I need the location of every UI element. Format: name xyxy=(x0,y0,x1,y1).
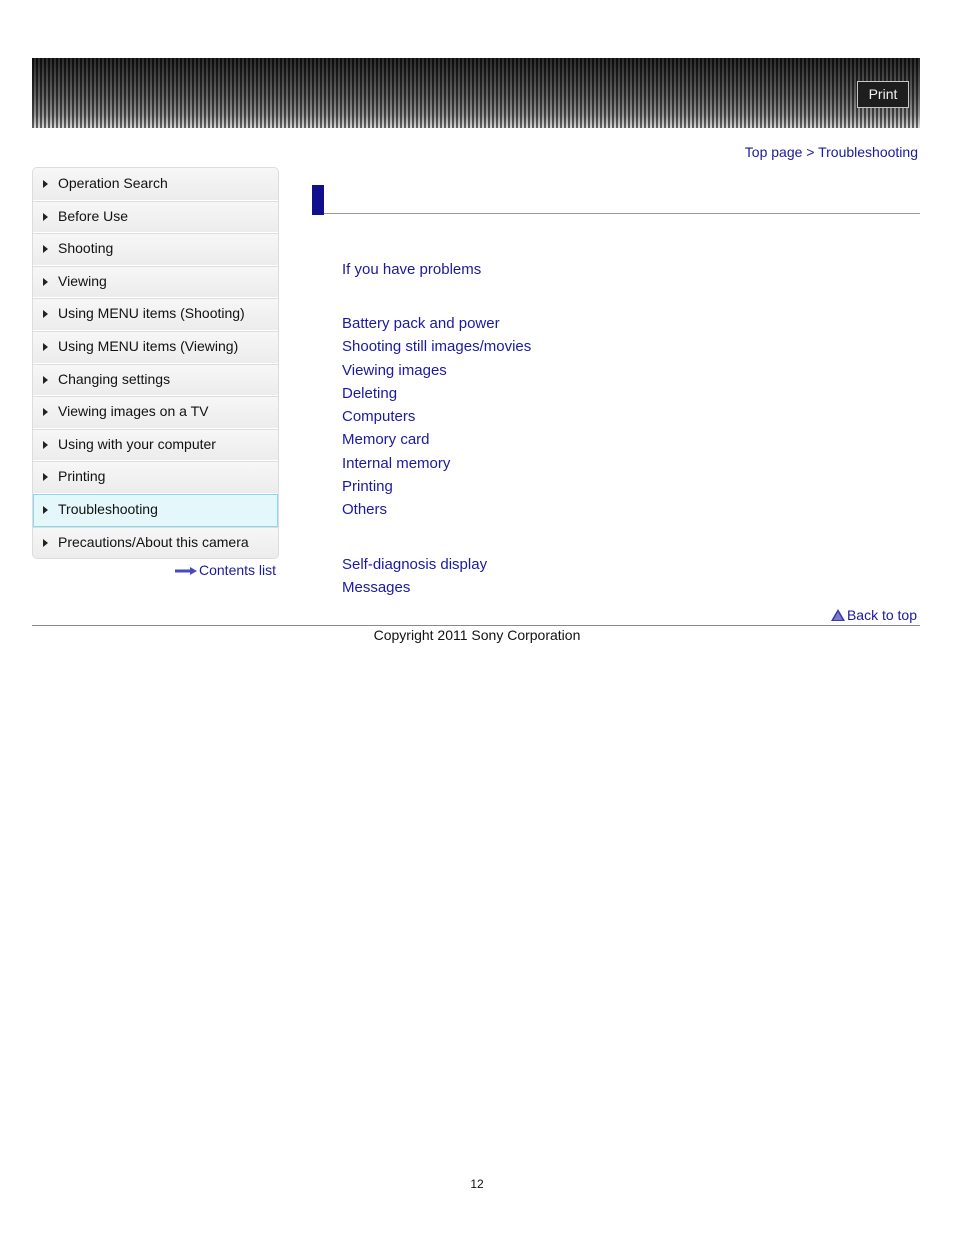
sidebar-item-label: Printing xyxy=(58,468,106,485)
breadcrumb xyxy=(745,144,918,160)
footer-divider xyxy=(32,625,920,626)
sidebar-item-shooting[interactable] xyxy=(33,233,278,266)
link-if-you-have-problems[interactable]: If you have problems xyxy=(342,261,482,278)
sidebar-item-menu-shooting[interactable] xyxy=(33,298,278,331)
triangle-right-icon xyxy=(43,376,48,384)
triangle-right-icon xyxy=(43,343,48,351)
sidebar-item-viewing[interactable] xyxy=(33,266,278,299)
sidebar-item-label: Viewing xyxy=(58,272,107,289)
sidebar-item-printing[interactable] xyxy=(33,461,278,494)
page-title-marker xyxy=(312,185,324,215)
back-to-top-link[interactable] xyxy=(831,607,917,623)
sidebar-item-label: Using with your computer xyxy=(58,435,216,452)
sidebar-item-label: Shooting xyxy=(58,240,114,257)
link-group-diagnosis xyxy=(342,553,487,600)
breadcrumb-top-page-link[interactable]: Top page xyxy=(744,144,803,160)
contents-list-link[interactable] xyxy=(175,562,276,578)
triangle-right-icon xyxy=(43,473,48,481)
sidebar-item-viewing-tv[interactable] xyxy=(33,396,278,429)
sidebar-item-label: Operation Search xyxy=(58,175,168,191)
triangle-right-icon xyxy=(43,506,48,514)
arrow-right-icon xyxy=(175,567,197,575)
link-memory-card[interactable]: Memory card xyxy=(342,431,430,449)
link-deleting[interactable]: Deleting xyxy=(342,384,398,402)
triangle-right-icon xyxy=(43,213,48,221)
sidebar-item-label: Troubleshooting xyxy=(58,500,158,517)
link-internal-memory[interactable]: Internal memory xyxy=(342,454,451,472)
link-viewing-images[interactable]: Viewing images xyxy=(342,361,447,379)
triangle-right-icon xyxy=(43,245,48,253)
sidebar-item-before-use[interactable] xyxy=(33,201,278,234)
page-title-underline xyxy=(324,213,920,214)
copyright-text: Copyright 2011 Sony Corporation xyxy=(373,627,581,643)
sidebar-item-computer[interactable] xyxy=(33,429,278,462)
triangle-right-icon xyxy=(43,278,48,286)
sidebar-item-menu-viewing[interactable] xyxy=(33,331,278,364)
triangle-right-icon xyxy=(43,408,48,416)
sidebar-item-operation-search[interactable] xyxy=(33,168,278,201)
triangle-right-icon xyxy=(43,180,48,188)
link-others[interactable]: Others xyxy=(342,501,388,519)
sidebar-item-label: Before Use xyxy=(58,207,129,224)
breadcrumb-separator: > xyxy=(806,144,815,160)
sidebar-item-label: Changing settings xyxy=(58,370,171,387)
page-number: 12 xyxy=(470,1177,484,1191)
link-self-diagnosis-display[interactable]: Self-diagnosis display xyxy=(342,556,488,573)
sidebar-nav xyxy=(32,167,279,559)
triangle-right-icon xyxy=(43,539,48,547)
link-messages[interactable]: Messages xyxy=(342,579,411,597)
sidebar-item-troubleshooting[interactable] xyxy=(33,494,278,527)
print-button[interactable]: Print xyxy=(857,81,909,108)
sidebar-item-changing-settings[interactable] xyxy=(33,364,278,397)
link-shooting-still-movies[interactable]: Shooting still images/movies xyxy=(342,338,532,356)
triangle-up-icon xyxy=(831,609,845,621)
link-group-topics xyxy=(342,312,531,522)
link-battery-pack-power[interactable]: Battery pack and power xyxy=(342,315,500,332)
triangle-right-icon xyxy=(43,310,48,318)
link-group-problems xyxy=(342,258,481,281)
sidebar-item-label: Using MENU items (Viewing) xyxy=(58,337,239,354)
sidebar-item-label: Using MENU items (Shooting) xyxy=(58,305,245,322)
sidebar-item-precautions[interactable] xyxy=(33,527,278,559)
triangle-right-icon xyxy=(43,441,48,449)
sidebar-item-label: Viewing images on a TV xyxy=(58,403,209,420)
sidebar-item-label: Precautions/About this camera xyxy=(58,533,249,550)
back-to-top-label: Back to top xyxy=(846,607,917,623)
link-printing[interactable]: Printing xyxy=(342,478,393,496)
contents-list-label: Contents list xyxy=(199,562,277,578)
link-computers[interactable]: Computers xyxy=(342,408,416,426)
breadcrumb-current-link[interactable]: Troubleshooting xyxy=(818,144,918,160)
header-banner xyxy=(32,58,920,128)
